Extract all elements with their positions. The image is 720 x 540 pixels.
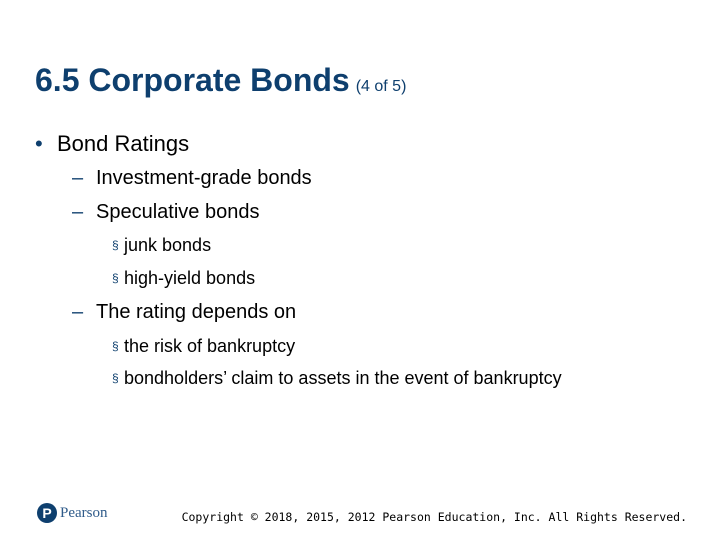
pearson-logo-icon: P (37, 503, 57, 523)
dash-marker: – (72, 167, 84, 189)
bullet-marker: • (35, 131, 43, 156)
title-text: 6.5 Corporate Bonds (35, 62, 350, 98)
list-item (72, 167, 312, 190)
list-item-text: Bond Ratings (57, 131, 190, 156)
slide-title (35, 62, 406, 99)
list-item (112, 368, 562, 389)
list-item-text: Speculative bonds (96, 201, 260, 223)
title-suffix: (4 of 5) (355, 78, 407, 95)
list-item (72, 301, 296, 324)
list-item (112, 235, 211, 256)
square-bullet-marker: § (112, 339, 119, 353)
list-item (112, 336, 295, 357)
square-bullet-marker: § (112, 238, 119, 252)
dash-marker: – (72, 201, 84, 223)
list-item-text: The rating depends on (96, 301, 297, 323)
logo-wordmark: Pearson (60, 504, 108, 521)
list-item-text: bondholders’ claim to assets in the event of bankruptcy (124, 368, 562, 388)
list-item (72, 201, 259, 224)
list-item-text: junk bonds (124, 235, 212, 255)
square-bullet-marker: § (112, 271, 119, 285)
pearson-logo (37, 503, 108, 523)
list-item-text: high-yield bonds (124, 268, 256, 288)
list-item (35, 131, 189, 157)
list-item-text: the risk of bankruptcy (124, 336, 296, 356)
dash-marker: – (72, 301, 84, 323)
square-bullet-marker: § (112, 371, 119, 385)
list-item-text: Investment-grade bonds (96, 167, 312, 189)
list-item (112, 268, 255, 289)
copyright-notice: Copyright © 2018, 2015, 2012 Pearson Education, Inc. All Rights Reserved. (181, 510, 687, 524)
